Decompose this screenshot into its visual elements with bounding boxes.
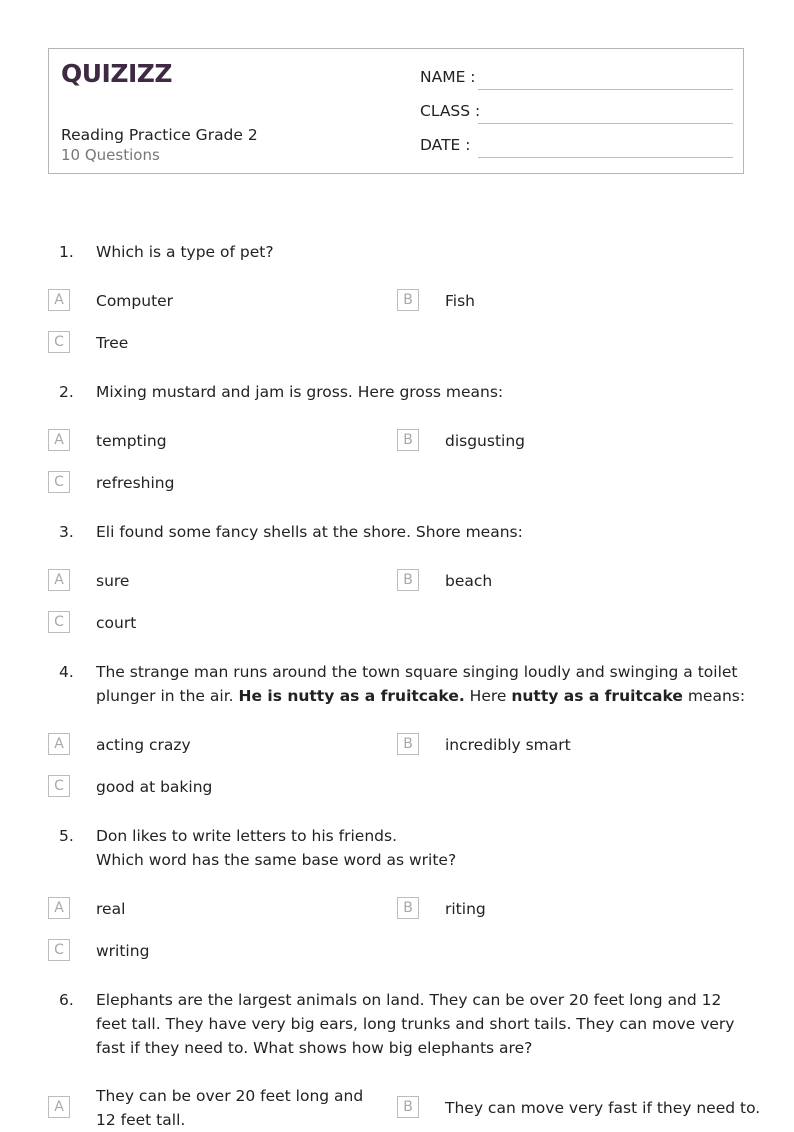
question-line: Which word has the same base word as write?	[96, 851, 457, 869]
question-idiom-sentence: He is nutty as a fruitcake.	[238, 687, 465, 705]
question-idiom: nutty as a fruitcake	[511, 687, 683, 705]
option-text: incredibly smart	[445, 736, 571, 754]
question-number: 2.	[59, 383, 74, 401]
option-letter-box: C	[48, 471, 70, 493]
option-text: real	[96, 900, 126, 918]
class-label: CLASS :	[420, 102, 481, 120]
worksheet-title: Reading Practice Grade 2	[61, 126, 258, 144]
option-letter-box: C	[48, 611, 70, 633]
question-line: Don likes to write letters to his friends.	[96, 827, 397, 845]
option-letter-box: A	[48, 897, 70, 919]
question-text: Which is a type of pet?	[96, 243, 274, 261]
date-label: DATE :	[420, 136, 471, 154]
question-text	[96, 824, 746, 872]
option-text: court	[96, 614, 137, 632]
question-text-part: The strange man runs around the town square singing loudly and swinging a toilet plunger in the air.	[96, 663, 738, 705]
option-text: good at baking	[96, 778, 213, 796]
name-label: NAME :	[420, 68, 476, 86]
question-text-part: Here	[464, 687, 512, 705]
name-line	[478, 89, 733, 90]
question-number: 3.	[59, 523, 74, 541]
question-number: 6.	[59, 991, 74, 1009]
option-letter-box: B	[397, 733, 419, 755]
question-number: 5.	[59, 827, 74, 845]
option-text: writing	[96, 942, 150, 960]
question-count: 10 Questions	[61, 146, 160, 164]
option-text: disgusting	[445, 432, 526, 450]
option-letter-box: B	[397, 1096, 419, 1118]
option-letter-box: A	[48, 289, 70, 311]
option-letter-box: A	[48, 1096, 70, 1118]
option-text: refreshing	[96, 474, 175, 492]
option-text: Fish	[445, 292, 475, 310]
worksheet-header	[48, 48, 744, 174]
option-text: acting crazy	[96, 736, 191, 754]
option-letter-box: C	[48, 939, 70, 961]
question-number: 1.	[59, 243, 74, 261]
question-text: Elephants are the largest animals on land. They can be over 20 feet long and 12 feet tall. They have very big ears, long trunks and short tails. They can move very fast if they need to. What shows how big elephants are?	[96, 991, 735, 1057]
option-text: beach	[445, 572, 493, 590]
question-text-part: means:	[682, 687, 746, 705]
option-letter-box: A	[48, 569, 70, 591]
class-line	[478, 123, 733, 124]
option-letter-box: B	[397, 897, 419, 919]
option-text: tempting	[96, 432, 167, 450]
question-number: 4.	[59, 663, 74, 681]
question-text	[96, 660, 746, 708]
question-text: Eli found some fancy shells at the shore. Shore means:	[96, 523, 523, 541]
option-letter-box: B	[397, 429, 419, 451]
question-text: Mixing mustard and jam is gross. Here gross means:	[96, 383, 504, 401]
quizizz-logo: QUIZIZZ	[61, 59, 173, 88]
option-text: They can move very fast if they need to.	[445, 1099, 761, 1117]
option-text: riting	[445, 900, 486, 918]
option-letter-box: C	[48, 331, 70, 353]
option-letter-box: A	[48, 429, 70, 451]
option-text: sure	[96, 572, 130, 590]
option-letter-box: A	[48, 733, 70, 755]
option-text: Tree	[96, 334, 129, 352]
date-line	[478, 157, 733, 158]
option-text: Computer	[96, 292, 174, 310]
option-letter-box: B	[397, 289, 419, 311]
option-text: They can be over 20 feet long and 12 feet tall.	[96, 1087, 364, 1129]
option-letter-box: C	[48, 775, 70, 797]
option-letter-box: B	[397, 569, 419, 591]
